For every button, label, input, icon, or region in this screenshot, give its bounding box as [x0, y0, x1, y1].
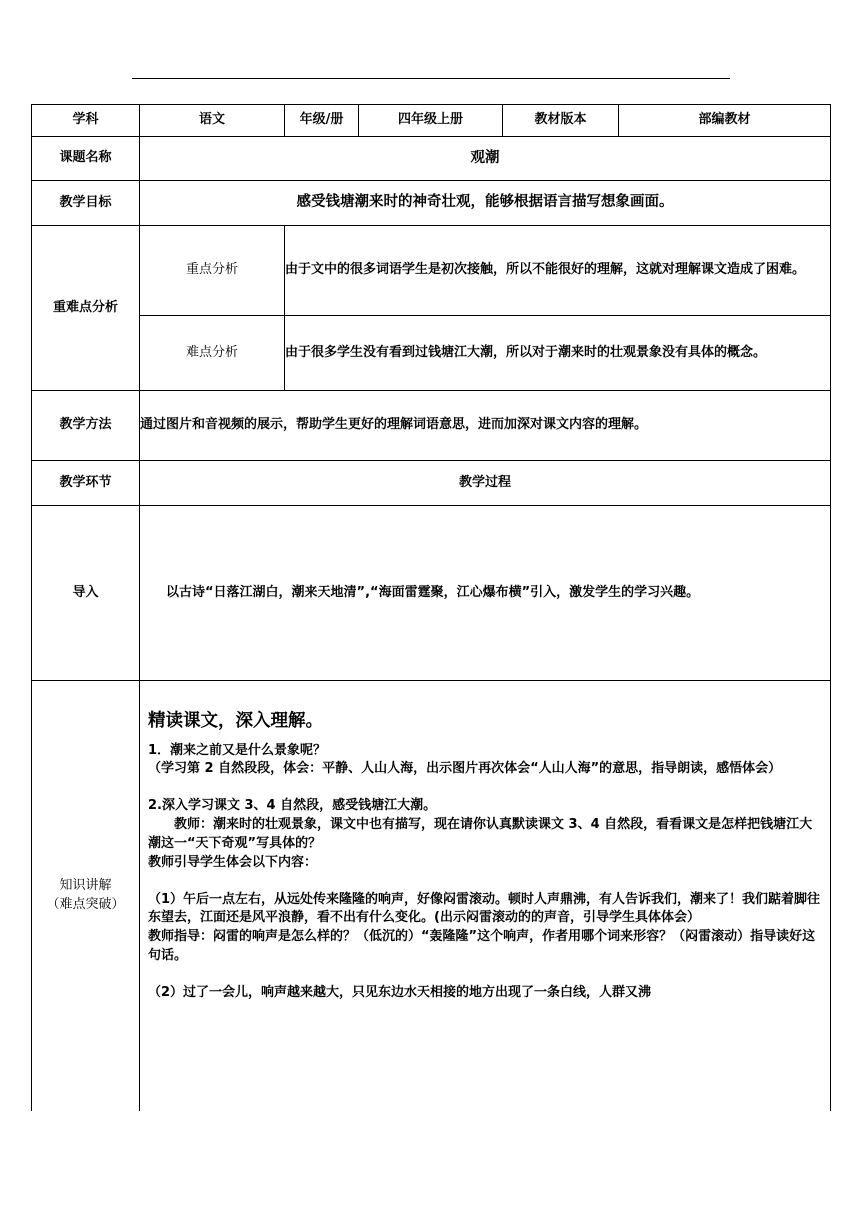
title-label: 课题名称	[32, 137, 140, 181]
header-rule	[132, 78, 730, 79]
subject-label: 学科	[32, 105, 140, 137]
difficulty-label: 重难点分析	[32, 226, 140, 391]
question-2-teacher: 教师：潮来时的壮观景象，课文中也有描写，现在请你认真默读课文 3、4 自然段，看看课文是怎样把钱塘江大潮这一“天下奇观”写具体的？	[148, 817, 813, 851]
grade-label: 年级/册	[285, 105, 359, 137]
question-1: 1．潮来之前又是什么景象呢？	[148, 742, 327, 758]
header-row	[32, 105, 831, 137]
question-1-detail: （学习第 2 自然段段，体会：平静、人山人海，出示图片再次体会“人山人海”的意思，指导朗读，感悟体会）	[148, 761, 782, 777]
stage-label: 教学环节	[32, 461, 140, 506]
paragraph-1: （1）午后一点左右，从远处传来隆隆的响声，好像闷雷滚动。顿时人声鼎沸，有人告诉我们，潮来了！我们踮着脚往东望去，江面还是风平浪静，看不出有什么变化。(出示闷雷滚动的的声音，引导学生具体体会）	[148, 891, 821, 926]
method-row	[32, 391, 831, 461]
process-label: 教学过程	[140, 461, 831, 506]
hard-row	[32, 316, 831, 391]
knowledge-content	[140, 681, 831, 1111]
edition-label: 教材版本	[503, 105, 619, 137]
knowledge-label-line1: 知识讲解	[59, 877, 112, 893]
key-value: 由于文中的很多词语学生是初次接触，所以不能很好的理解，这就对理解课文造成了困难。	[285, 226, 831, 316]
knowledge-heading: 精读课文，深入理解。	[148, 711, 323, 731]
knowledge-label	[32, 681, 140, 1111]
knowledge-row	[32, 681, 831, 1111]
lesson-plan-table	[31, 104, 831, 1111]
paragraph-1-guide: 教师指导：闷雷的响声是怎么样的？（低沉的）“轰隆隆”这个响声，作者用哪个词来形容？（闷雷滚动）指导读好这句话。	[148, 929, 816, 964]
hard-value: 由于很多学生没有看到过钱塘江大潮，所以对于潮来时的壮观景象没有具体的概念。	[285, 316, 831, 391]
stage-row	[32, 461, 831, 506]
grade-value: 四年级上册	[359, 105, 503, 137]
method-value: 通过图片和音视频的展示，帮助学生更好的理解词语意思，进而加深对课文内容的理解。	[140, 391, 831, 461]
key-row	[32, 226, 831, 316]
paragraph-2: （2）过了一会儿，响声越来越大，只见东边水天相接的地方出现了一条白线，人群又沸	[148, 984, 652, 1000]
question-2: 2.深入学习课文 3、4 自然段，感受钱塘江大潮。	[148, 798, 437, 814]
key-label: 重点分析	[140, 226, 285, 316]
question-2-guide: 教师引导学生体会以下内容：	[148, 854, 318, 870]
hard-label: 难点分析	[140, 316, 285, 391]
knowledge-label-line2: （难点突破）	[46, 896, 125, 912]
goal-row	[32, 181, 831, 226]
edition-value: 部编教材	[619, 105, 831, 137]
intro-label: 导入	[32, 506, 140, 681]
title-value: 观潮	[140, 137, 831, 181]
goal-value: 感受钱塘潮来时的神奇壮观，能够根据语言描写想象画面。	[140, 181, 831, 226]
subject-value: 语文	[140, 105, 285, 137]
intro-row	[32, 506, 831, 681]
method-label: 教学方法	[32, 391, 140, 461]
intro-value: 以古诗“日落江湖白，潮来天地清”,“海面雷霆聚，江心爆布横”引入，激发学生的学习兴趣。	[140, 506, 831, 681]
goal-label: 教学目标	[32, 181, 140, 226]
title-row	[32, 137, 831, 181]
